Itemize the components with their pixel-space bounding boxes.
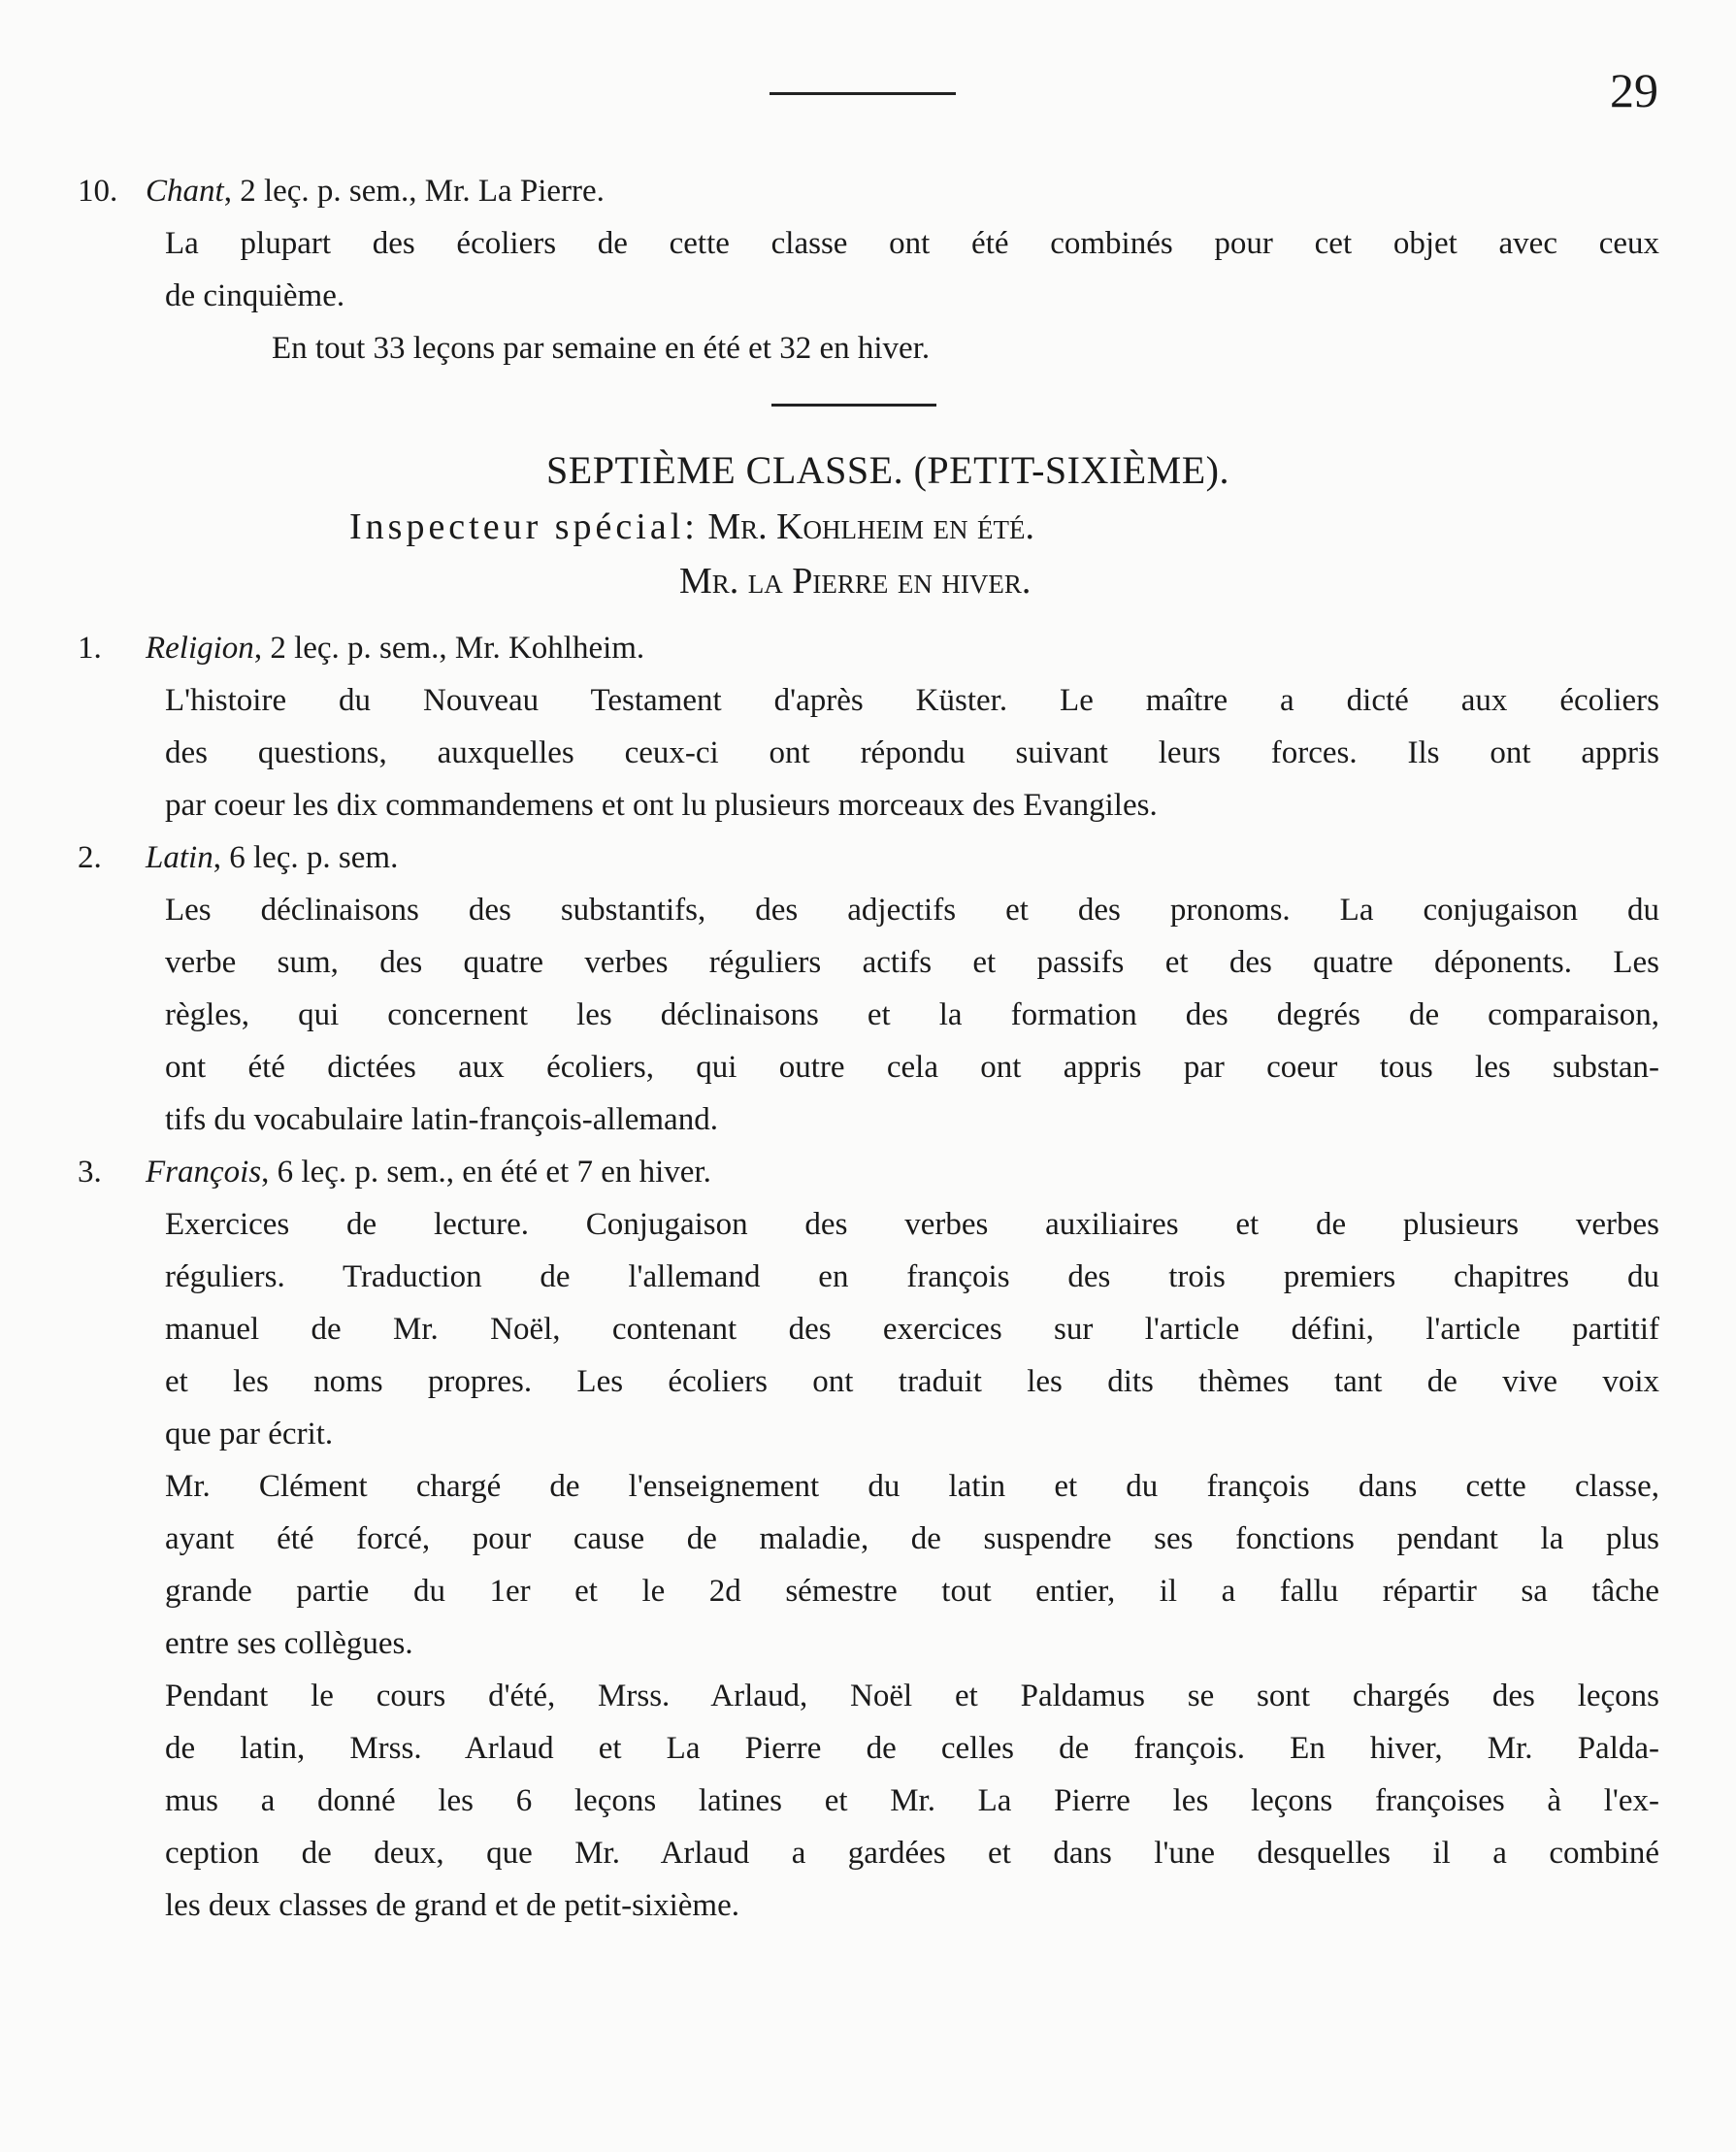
item-number: 1. xyxy=(78,631,102,666)
item-1-title xyxy=(78,622,1659,674)
header-rule xyxy=(770,92,956,95)
item-details: , 6 leç. p. sem., en été et 7 en hiver. xyxy=(261,1155,711,1190)
paragraph-line: mus a donné les 6 leçons latines et Mr. La Pierre les leçons françoises à l'ex- xyxy=(165,1783,1659,1818)
paragraph-line: grande partie du 1er et le 2d sémestre tout entier, il a fallu répartir sa tâche xyxy=(165,1574,1659,1609)
paragraph-line: Mr. Clément chargé de l'enseignement du latin et du françois dans cette classe, xyxy=(165,1469,1659,1504)
item-10-title xyxy=(78,165,1659,217)
paragraph-line: des questions, auxquelles ceux-ci ont répondu suivant leurs forces. Ils ont appris xyxy=(165,735,1659,770)
paragraph-line: Exercices de lecture. Conjugaison des verbes auxiliaires et de plusieurs verbes xyxy=(165,1207,1659,1242)
item-10-text-line: La plupart des écoliers de cette classe ont été combinés pour cet objet avec ceux xyxy=(165,226,1659,261)
inspector-winter: Mr. la Pierre en hiver. xyxy=(679,561,1032,602)
paragraph-line: L'histoire du Nouveau Testament d'après Küster. Le maître a dicté aux écoliers xyxy=(165,683,1659,718)
paragraph-line: de latin, Mrss. Arlaud et La Pierre de celles de françois. En hiver, Mr. Palda- xyxy=(165,1731,1659,1766)
item-2-title xyxy=(78,831,1659,884)
paragraph-line: Pendant le cours d'été, Mrss. Arlaud, Noël et Paldamus se sont chargés des leçons xyxy=(165,1679,1659,1713)
item-subject: François xyxy=(146,1155,262,1190)
inspector-label: Inspecteur spécial: xyxy=(349,506,699,547)
inspector-summer: Mr. Kohlheim en été. xyxy=(707,506,1035,547)
paragraph-line: ayant été forcé, pour cause de maladie, de suspendre ses fonctions pendant la plus xyxy=(165,1521,1659,1556)
item-details: , 6 leç. p. sem. xyxy=(213,840,399,875)
total-line: En tout 33 leçons par semaine en été et 32 en hiver. xyxy=(272,331,931,366)
paragraph-line: verbe sum, des quatre verbes réguliers actifs et passifs et des quatre déponents. Les xyxy=(165,945,1659,980)
item-number: 2. xyxy=(78,840,102,875)
item-subject: Religion xyxy=(146,631,254,666)
paragraph-line: entre ses collègues. xyxy=(165,1626,413,1661)
item-10-text-line: de cinquième. xyxy=(165,278,345,313)
paragraph-line: règles, qui concernent les déclinaisons et la formation des degrés de comparaison, xyxy=(165,997,1659,1032)
item-number: 3. xyxy=(78,1155,102,1190)
item-subject: Latin xyxy=(146,840,213,875)
page-number: 29 xyxy=(1610,63,1658,117)
paragraph-line: ception de deux, que Mr. Arlaud a gardées et dans l'une desquelles il a combiné xyxy=(165,1836,1659,1871)
item-subject: Chant xyxy=(146,174,224,209)
page-body xyxy=(78,165,1659,1932)
item-details: , 2 leç. p. sem., Mr. Kohlheim. xyxy=(253,631,645,666)
paragraph-line: Les déclinaisons des substantifs, des adjectifs et des pronoms. La conjugaison du xyxy=(165,893,1659,928)
paragraph-line: réguliers. Traduction de l'allemand en françois des trois premiers chapitres du xyxy=(165,1259,1659,1294)
item-details: , 2 leç. p. sem., Mr. La Pierre. xyxy=(223,174,605,209)
paragraph-line: tifs du vocabulaire latin-françois-allemand. xyxy=(165,1102,718,1137)
item-number: 10. xyxy=(78,174,118,209)
paragraph-line: manuel de Mr. Noël, contenant des exercices sur l'article défini, l'article partitif xyxy=(165,1312,1659,1347)
inspector-row xyxy=(78,500,1659,554)
item-3-title xyxy=(78,1146,1659,1198)
inspector-row xyxy=(78,554,1659,608)
paragraph-line: que par écrit. xyxy=(165,1417,334,1451)
section-divider xyxy=(771,404,936,407)
paragraph-line: et les noms propres. Les écoliers ont traduit les dits thèmes tant de vive voix xyxy=(165,1364,1659,1399)
section-heading: SEPTIÈME CLASSE. (PETIT-SIXIÈME). xyxy=(546,448,1229,492)
paragraph-line: les deux classes de grand et de petit-sixième. xyxy=(165,1888,739,1923)
paragraph-line: ont été dictées aux écoliers, qui outre cela ont appris par coeur tous les substan- xyxy=(165,1050,1659,1085)
paragraph-line: par coeur les dix commandemens et ont lu plusieurs morceaux des Evangiles. xyxy=(165,788,1158,823)
